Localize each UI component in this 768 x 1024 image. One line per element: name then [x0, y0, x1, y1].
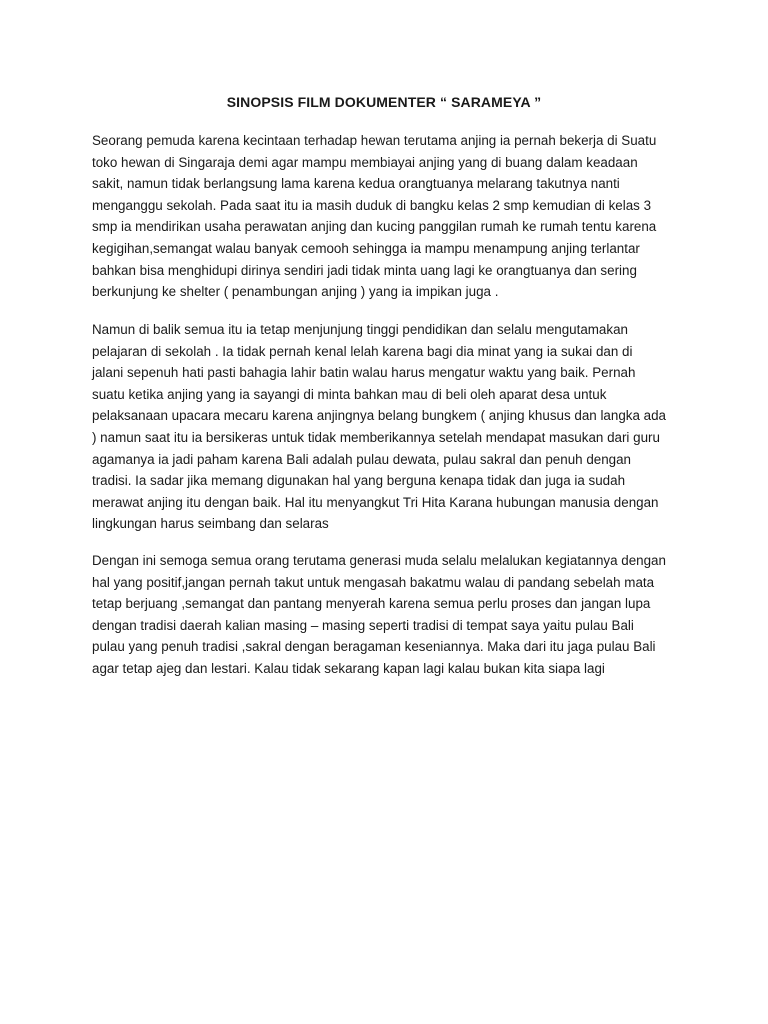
paragraph-1 — [92, 130, 682, 303]
paragraph-line: kegigihan,semangat walau banyak cemooh sehingga ia mampu menampung anjing terlantar — [92, 240, 640, 256]
paragraph-line: ) namun saat itu ia bersikeras untuk tidak memberikannya setelah mendapat masukan dari guru — [92, 429, 660, 445]
paragraph-line: berkunjung ke shelter ( penambungan anjing ) yang ia impikan juga . — [92, 284, 499, 300]
paragraph-line: pelaksanaan upacara mecaru karena anjingnya belang bungkem ( anjing khusus dan langka ada — [92, 408, 666, 424]
paragraph-2 — [92, 319, 682, 535]
paragraph-line: Seorang pemuda karena kecintaan terhadap hewan terutama anjing ia pernah bekerja di Suatu — [92, 133, 657, 148]
paragraph-line: Namun di balik semua itu ia tetap menjunjung tinggi pendidikan dan selalu mengutamakan — [92, 322, 628, 337]
paragraph-line: dengan tradisi daerah kalian masing – masing seperti tradisi di tempat saya yaitu pulau Bali — [92, 617, 634, 633]
paragraph-line: bahkan bisa menghidupi dirinya sendiri jadi tidak minta uang lagi ke orangtuanya dan sering — [92, 262, 637, 278]
paragraph-line: toko hewan di Singaraja demi agar mampu membiayai anjing yang di buang dalam keadaan — [92, 154, 638, 170]
paragraph-line: pelajaran di sekolah . Ia tidak pernah kenal lelah karena bagi dia minat yang ia sukai dan di — [92, 343, 633, 359]
paragraph-line: lingkungan harus seimbang dan selaras — [92, 516, 329, 532]
paragraph-line: pulau yang penuh tradisi ,sakral dengan beragaman keseniannya. Maka dari itu jaga pulau Bali — [92, 639, 656, 655]
paragraph-line: hal yang positif,jangan pernah takut untuk mengasah bakatmu walau di pandang sebelah mata — [92, 574, 655, 590]
paragraph-line: Dengan ini semoga semua orang terutama generasi muda selalu melalukan kegiatannya dengan — [92, 553, 666, 568]
paragraph-line: tetap berjuang ,semangat dan pantang menyerah karena semua perlu proses dan jangan lupa — [92, 596, 651, 612]
paragraph-line: smp ia mendirikan usaha perawatan anjing dan kucing panggilan rumah ke rumah tentu karena — [92, 219, 657, 235]
paragraph-line: menganggu sekolah. Pada saat itu ia masih duduk di bangku kelas 2 smp kemudian di kelas 3 — [92, 197, 652, 213]
paragraph-3 — [92, 550, 682, 680]
paragraph-line: jalani sepenuh hati pasti bahagia lahir batin walau harus mengatur waktu yang baik. Pernah — [92, 365, 636, 381]
paragraph-line: agamanya ia jadi paham karena Bali adalah pulau dewata, pulau sakral dan penuh dengan — [92, 451, 631, 467]
paragraph-line: sakit, namun tidak berlangsung lama karena kedua orangtuanya melarang takutnya nanti — [92, 176, 620, 192]
document-title: SINOPSIS FILM DOKUMENTER “ SARAMEYA ” — [226, 94, 542, 110]
paragraph-line: suatu ketika anjing yang ia sayangi di minta bahkan mau di beli oleh aparat desa untuk — [92, 386, 607, 402]
paragraph-line: tradisi. Ia sadar jika memang digunakan hal yang berguna kenapa tidak dan juga ia sudah — [92, 473, 626, 489]
paragraph-line: merawat anjing itu dengan baik. Hal itu menyangkut Tri Hita Karana hubungan manusia dengan — [92, 494, 659, 510]
paragraph-line: agar tetap ajeg dan lestari. Kalau tidak sekarang kapan lagi kalau bukan kita siapa lagi — [92, 660, 605, 676]
